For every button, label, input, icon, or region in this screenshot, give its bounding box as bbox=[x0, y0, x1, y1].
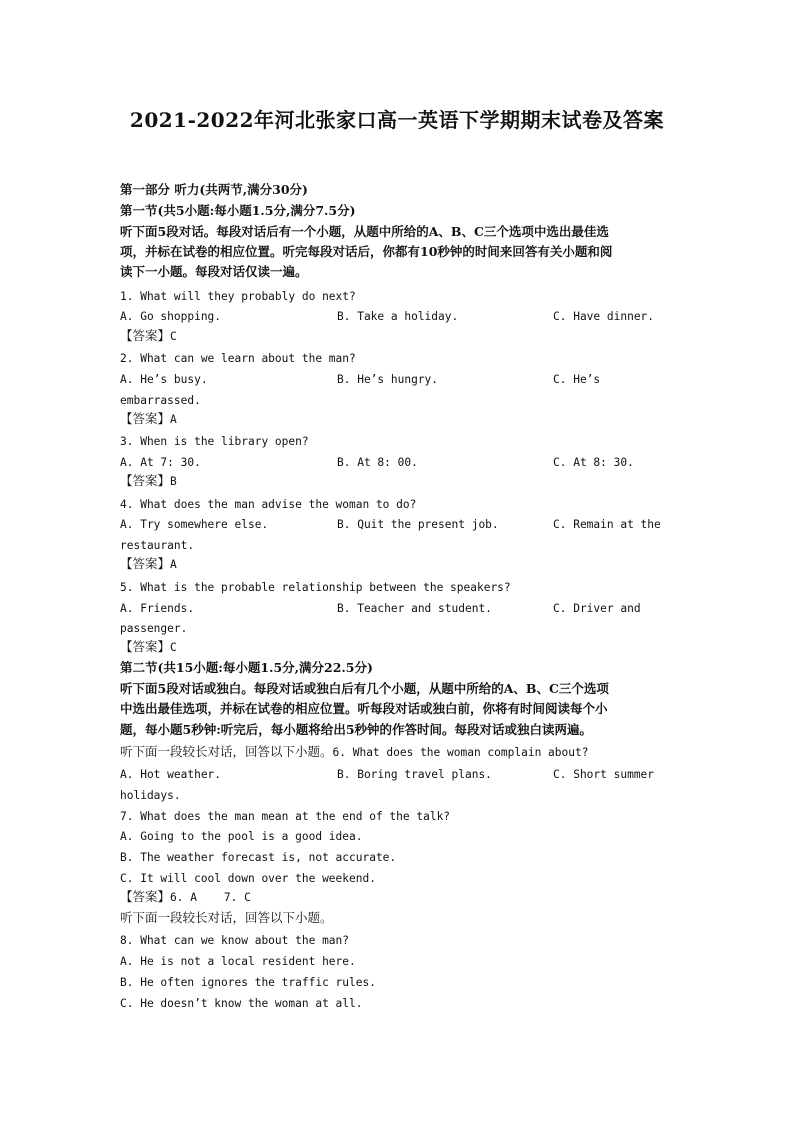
q3-option-c: C. At 8: 30. bbox=[553, 456, 634, 469]
section1-instruction-line-3: 读下一小题。每段对话仅读一遍。 bbox=[120, 264, 308, 279]
section1-instruction-line-1: 听下面5段对话。每段对话后有一个小题，从题中所给的A、B、C三个选项中选出最佳选 bbox=[120, 224, 609, 239]
q2-option-a: A. He’s busy. bbox=[120, 373, 208, 386]
q1-answer bbox=[120, 328, 177, 345]
answer-value: A bbox=[170, 558, 177, 571]
q1-option-c: C. Have dinner. bbox=[553, 310, 655, 323]
q5-option-c: C. Driver and bbox=[553, 602, 641, 615]
section1-instruction-line-2: 项，并标在试卷的相应位置。听完每段对话后，你都有10秒钟的时间来回答有关小题和阅 bbox=[120, 244, 613, 259]
q3-answer bbox=[120, 473, 177, 490]
section2-instruction-line-3: 题，每小题5秒钟:听完后，每小题将给出5秒钟的作答时间。每段对话或独白读两遍。 bbox=[120, 722, 593, 737]
part1-heading: 第一部分 听力(共两节,满分30分) bbox=[120, 182, 308, 197]
section2-instruction-line-2: 中选出最佳选项，并标在试卷的相应位置。听每段对话或独白前，你将有时间阅读每个小 bbox=[120, 701, 608, 716]
question-4: 4. What does the man advise the woman to do? bbox=[120, 498, 417, 511]
dialogue-intro-and-question-6 bbox=[120, 744, 588, 761]
answer-label: 【答案】 bbox=[120, 639, 171, 654]
q6-option-b: B. Boring travel plans. bbox=[337, 768, 492, 781]
question-8: 8. What can we know about the man? bbox=[120, 934, 350, 947]
answer-value: B bbox=[170, 475, 177, 488]
answer-value: 6. A 7. C bbox=[170, 891, 251, 904]
q5-answer bbox=[120, 639, 177, 656]
dialogue-intro-2: 听下面一段较长对话，回答以下小题。 bbox=[120, 910, 333, 925]
answer-value: C bbox=[170, 641, 177, 654]
q6-option-c-continued: holidays. bbox=[120, 789, 181, 802]
q2-answer bbox=[120, 411, 177, 428]
q4-option-c-continued: restaurant. bbox=[120, 539, 195, 552]
q1-option-a: A. Go shopping. bbox=[120, 310, 222, 323]
dialogue-intro: 听下面一段较长对话，回答以下小题。 bbox=[120, 744, 333, 759]
document-title: 2021-2022年河北张家口高一英语下学期期末试卷及答案 bbox=[129, 108, 665, 132]
q6-q7-answer bbox=[120, 889, 251, 906]
q6-option-a: A. Hot weather. bbox=[120, 768, 222, 781]
question-1: 1. What will they probably do next? bbox=[120, 290, 356, 303]
answer-label: 【答案】 bbox=[120, 473, 171, 488]
answer-value: A bbox=[170, 413, 177, 426]
question-7: 7. What does the man mean at the end of the talk? bbox=[120, 810, 451, 823]
q8-option-b: B. He often ignores the traffic rules. bbox=[120, 976, 376, 989]
answer-label: 【答案】 bbox=[120, 411, 171, 426]
q2-option-c-continued: embarrassed. bbox=[120, 394, 201, 407]
section2-instruction-line-1: 听下面5段对话或独白。每段对话或独白后有几个小题，从题中所给的A、B、C三个选项 bbox=[120, 681, 609, 696]
q3-option-b: B. At 8: 00. bbox=[337, 456, 418, 469]
q4-option-b: B. Quit the present job. bbox=[337, 518, 499, 531]
question-2: 2. What can we learn about the man? bbox=[120, 352, 356, 365]
q4-option-a: A. Try somewhere else. bbox=[120, 518, 269, 531]
q7-option-a: A. Going to the pool is a good idea. bbox=[120, 830, 363, 843]
section2-heading: 第二节(共15小题:每小题1.5分,满分22.5分) bbox=[120, 660, 373, 675]
q8-option-a: A. He is not a local resident here. bbox=[120, 955, 356, 968]
q7-option-c: C. It will cool down over the weekend. bbox=[120, 872, 376, 885]
q5-option-b: B. Teacher and student. bbox=[337, 602, 492, 615]
q2-option-c: C. He’s bbox=[553, 373, 601, 386]
q1-option-b: B. Take a holiday. bbox=[337, 310, 459, 323]
q5-option-a: A. Friends. bbox=[120, 602, 195, 615]
q6-option-c: C. Short summer bbox=[553, 768, 655, 781]
question-5: 5. What is the probable relationship between the speakers? bbox=[120, 581, 511, 594]
answer-value: C bbox=[170, 330, 177, 343]
section1-heading: 第一节(共5小题:每小题1.5分,满分7.5分) bbox=[120, 203, 356, 218]
q7-option-b: B. The weather forecast is, not accurate. bbox=[120, 851, 397, 864]
answer-label: 【答案】 bbox=[120, 889, 171, 904]
q3-option-a: A. At 7: 30. bbox=[120, 456, 201, 469]
answer-label: 【答案】 bbox=[120, 556, 171, 571]
question-3: 3. When is the library open? bbox=[120, 435, 309, 448]
q4-option-c: C. Remain at the bbox=[553, 518, 661, 531]
q8-option-c: C. He doesn’t know the woman at all. bbox=[120, 997, 363, 1010]
answer-label: 【答案】 bbox=[120, 328, 171, 343]
q4-answer bbox=[120, 556, 177, 573]
q5-option-c-continued: passenger. bbox=[120, 622, 188, 635]
q2-option-b: B. He’s hungry. bbox=[337, 373, 439, 386]
question-6: 6. What does the woman complain about? bbox=[332, 746, 589, 759]
